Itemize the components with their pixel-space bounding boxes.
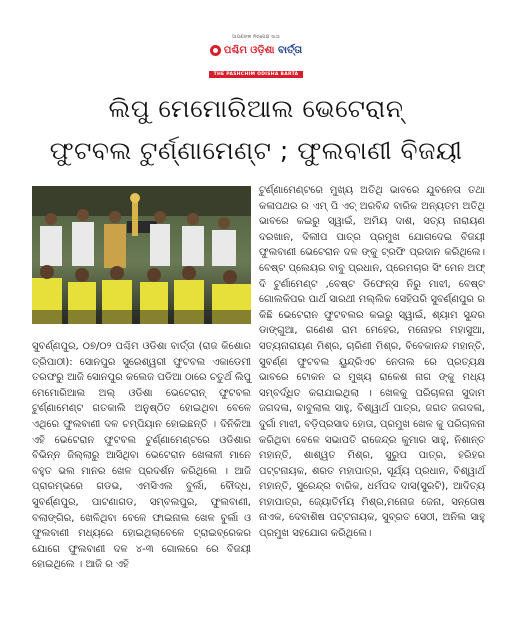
article-right-column [259, 183, 485, 542]
brand-name-part1: ପଶ୍ଚିମ [223, 45, 247, 56]
brand-name-part2: ଓଡ଼ିଶା [250, 45, 275, 56]
masthead [0, 34, 512, 79]
brand-name-part3: ବାର୍ତ୍ତା [277, 45, 303, 56]
headline-line-2: ଫୁଟବଲ ଟୁର୍ଣ୍ଣାମେଣ୍ଟ ; ଫୁଲବାଣୀ ବିଜୟୀ [49, 136, 463, 165]
article-left-text: ସୁବର୍ଣ୍ଣପୁର, ୦୭/୦୨ ପଶ୍ଚିମ ଓଡିଶା ବାର୍ତ୍ତା (ରାଜ କିଶୋର ତ୍ରିପାଠୀ): ସୋନପୁର ସୁରେଶ୍ୱରୀ ଫୁଟବଲ ଏକାଡେମୀ ତରଫରୁ ଆଜି ସୋନପୁର କଲେଜ ପଡିଆ ଠାରେ ଚତୁର୍ଥ ଲିପୁ ମେମୋରିଆଲ ଅଲ୍ ଓଡିଶା ଭେଟେରାନ୍ ଫୁଟବଲ ଟୁର୍ଣ୍ଣାମେଣ୍ଟ ଗତକାଲି ଅନୁଷ୍ଠିତ ହୋଇଥିବା ବେଳେ ଏଥିରେ ଫୁଲବାଣୀ ଦଳ ଚମ୍ପିୟାନ ହୋଇଛନ୍ତି । ଦିନିକିଆ ଏହି ଭେଟେରାନ ଫୁଟବଲ ଟୁର୍ଣ୍ଣାମେଣ୍ଟରେ ଓଡିଶାର ବିଭିନ୍ନ ଜିଲ୍ଲାରୁ ଆସିଥିବା ଭେଟେରାନ ଖେଳାଳୀ ମାନେ ବହୁତ ଭଲ ମାନର ଖେଳ ପ୍ରଦର୍ଶନ କରିଥିଲେ । ଆଜି ପ୍ରାରମ୍ଭରେ ଗଡଭ, ଏମସିଏଲ ବୁର୍ଲା, ବୌଦ୍ଧ, ସୁବର୍ଣ୍ଣପୁର, ପାଟଣାଗଡ, ସମ୍ବଲପୁର, ଫୁଲବାଣୀ, ବଲାଙ୍ଗିର, ଖେଳିଥିବା ବେଳେ ଫାଇନାଲ ଖେଳ ବୁର୍ଲା ଓ ଫୁଲବାଣୀ ମଧ୍ୟରେ ହୋଇଥିଲାବେଳେ ଟ୍ରାଇବ୍ରେକର ଯୋଗେ ଫୁଲବାଣୀ ଦଳ ୪-୩ ଗୋଲରେ ରେ ବିଜୟୀ ହୋଇଥିଲେ । ଆଜି ର ଏହି [32, 341, 251, 571]
masthead-tagline: ଆପଣଙ୍କ ନିରପେକ୍ଷ ସାଥୀ [232, 35, 280, 40]
trophy-ceremony-photo [32, 186, 251, 324]
headline-line-1: ଲିପୁ ମେମୋରିଆଲ ଭେଟେରାନ୍ [108, 94, 404, 123]
newspaper-logo-icon [210, 45, 221, 56]
newspaper-english-name: THE PASHCHIM ODISHA BARTA [209, 71, 304, 78]
newspaper-brand [210, 44, 302, 58]
article-left-column [32, 339, 251, 573]
newspaper-name [224, 45, 302, 56]
article-right-text: ଟୁର୍ଣ୍ଣାମେଣ୍ଟରେ ମୁଖ୍ୟ ଅତିଥି ଭାବରେ ଯୁବନେତା ତଥା କଳାପଥର ର ଏମ୍ ପି ଏଚ୍ ଅରବିନ୍ଦ ବାରିକ ଅନ୍ୟତମ ଅତିଥି ଭାବରେ କଇରୁ ସ୍ୱାଇଁ, ଅମିୟ ଦାଶ, ସତ୍ୟ ନାରାୟଣ ଦରଖାନ, ଦିଲୀପ ପାତ୍ର ପ୍ରମୁଖ ଯୋଗଦେଇ ବିଜୟୀ ଫୁଲବାଣୀ ଭେଟେରାନ ଦଳ ଙ୍କୁ ଟ୍ରଫି ପ୍ରଦାନ କରିଥିଲେ। ବେଷ୍ଟ ପ୍ଲେୟର ବାବୁ ପ୍ରଧାନ, ପ୍ରେମଚାର ସିଂ ମେନ ଅଫ୍ ଦି ଟୁର୍ଣାମେଣ୍ଟ ,ବେଷ୍ଟ ଡିଫେନ୍ସ ନିରୁ ମାଝୀ, ବେଷ୍ଟ ଗୋଲକିପର ପାର୍ଥ ସାରଥୀ ମଲ୍ଲିକ ସେହିପରି ସୁବର୍ଣ୍ଣପୁର ର କିଛି ଭେଟେରାନ ଫୁଟବଲର କଇରୁ ସ୍ୱାଇଁ, ଶ୍ୟାମ ସୁନ୍ଦର ଡାଙ୍ଗୁଆ, ଗଣେଶ ରାମ ମେହେର, ମନୋହର ମହାସୁଆ, ସତ୍ୟନାରାୟଣ ମିଶ୍ର, ଚାରିଣୀ ମିଶ୍ର, ବିବେକାନନ୍ଦ ମହାନ୍ତି, ସୁବର୍ଣ୍ଣ ଫୁଟବଲ ୟୁନ୍ଦ୍ରିଏଚ ନେତାଲ ରେ ପ୍ରତ୍ୟକ୍ଷ ଭାବରେ ଟୋକନ ର ମୁଖ୍ୟ ରାକେଶ ନାଗ ଙ୍କୁ ମଧ୍ୟ ସମ୍ବର୍ଦ୍ଧିତ କରାଯାଇଥିଲା । ଖେଳକୁ ପରିଚାଳନା ସୁଦାମ ଜଗଦଳା, ବାବୁଲାଲ ସାହୁ, ବିଶ୍ୱାର୍ଥ ପାତ୍ର, ଜଗତ ଜଗଦଳା, ଦୁର୍ଗା ମାଝୀ, ବଡ଼ିପ୍ରସାଦ ହୋତା, ପ୍ରମୁଖ ଖେଳ କୁ ପରିଚାଳନା କରିଥିବା ବେଳେ ସଭାପତି ରାଜେନ୍ଦ୍ର କୁମାର ସାହୁ, ନିଶାନ୍ତ ମହାନ୍ତି, ଶାଶ୍ୱତ ମିଶ୍ର, ସୁରୁପ ପାତ୍ର, ହରିହର ପଟ୍ଟନାୟକ, ଶରତ ମହାପାତ୍ର, ସୂର୍ଯ୍ୟ ପ୍ରଧାନ, ବିଶ୍ୱାର୍ଥ ମହାନ୍ତି, ସୁରେନ୍ଦ୍ର ବାରିକ, ଧର୍ମପଦ ଦାସ(ସୁରଟି), ଆଦିତ୍ୟ ମହାପାତ୍ର, ଜ୍ୟୋତିର୍ମୟ ମିଶ୍ର,ମନୋଜ ଜେନା, ସନ୍ତୋଷ ନାଏକ, ଦେବାଶିଷ ପଟ୍ଟନାୟକ, ସୁବ୍ରତ ସେଠୀ, ଅନିଲ ସାହୁ ପ୍ରମୁଖ ସହଯୋଗ କରିଥିଲେ। [259, 185, 485, 540]
